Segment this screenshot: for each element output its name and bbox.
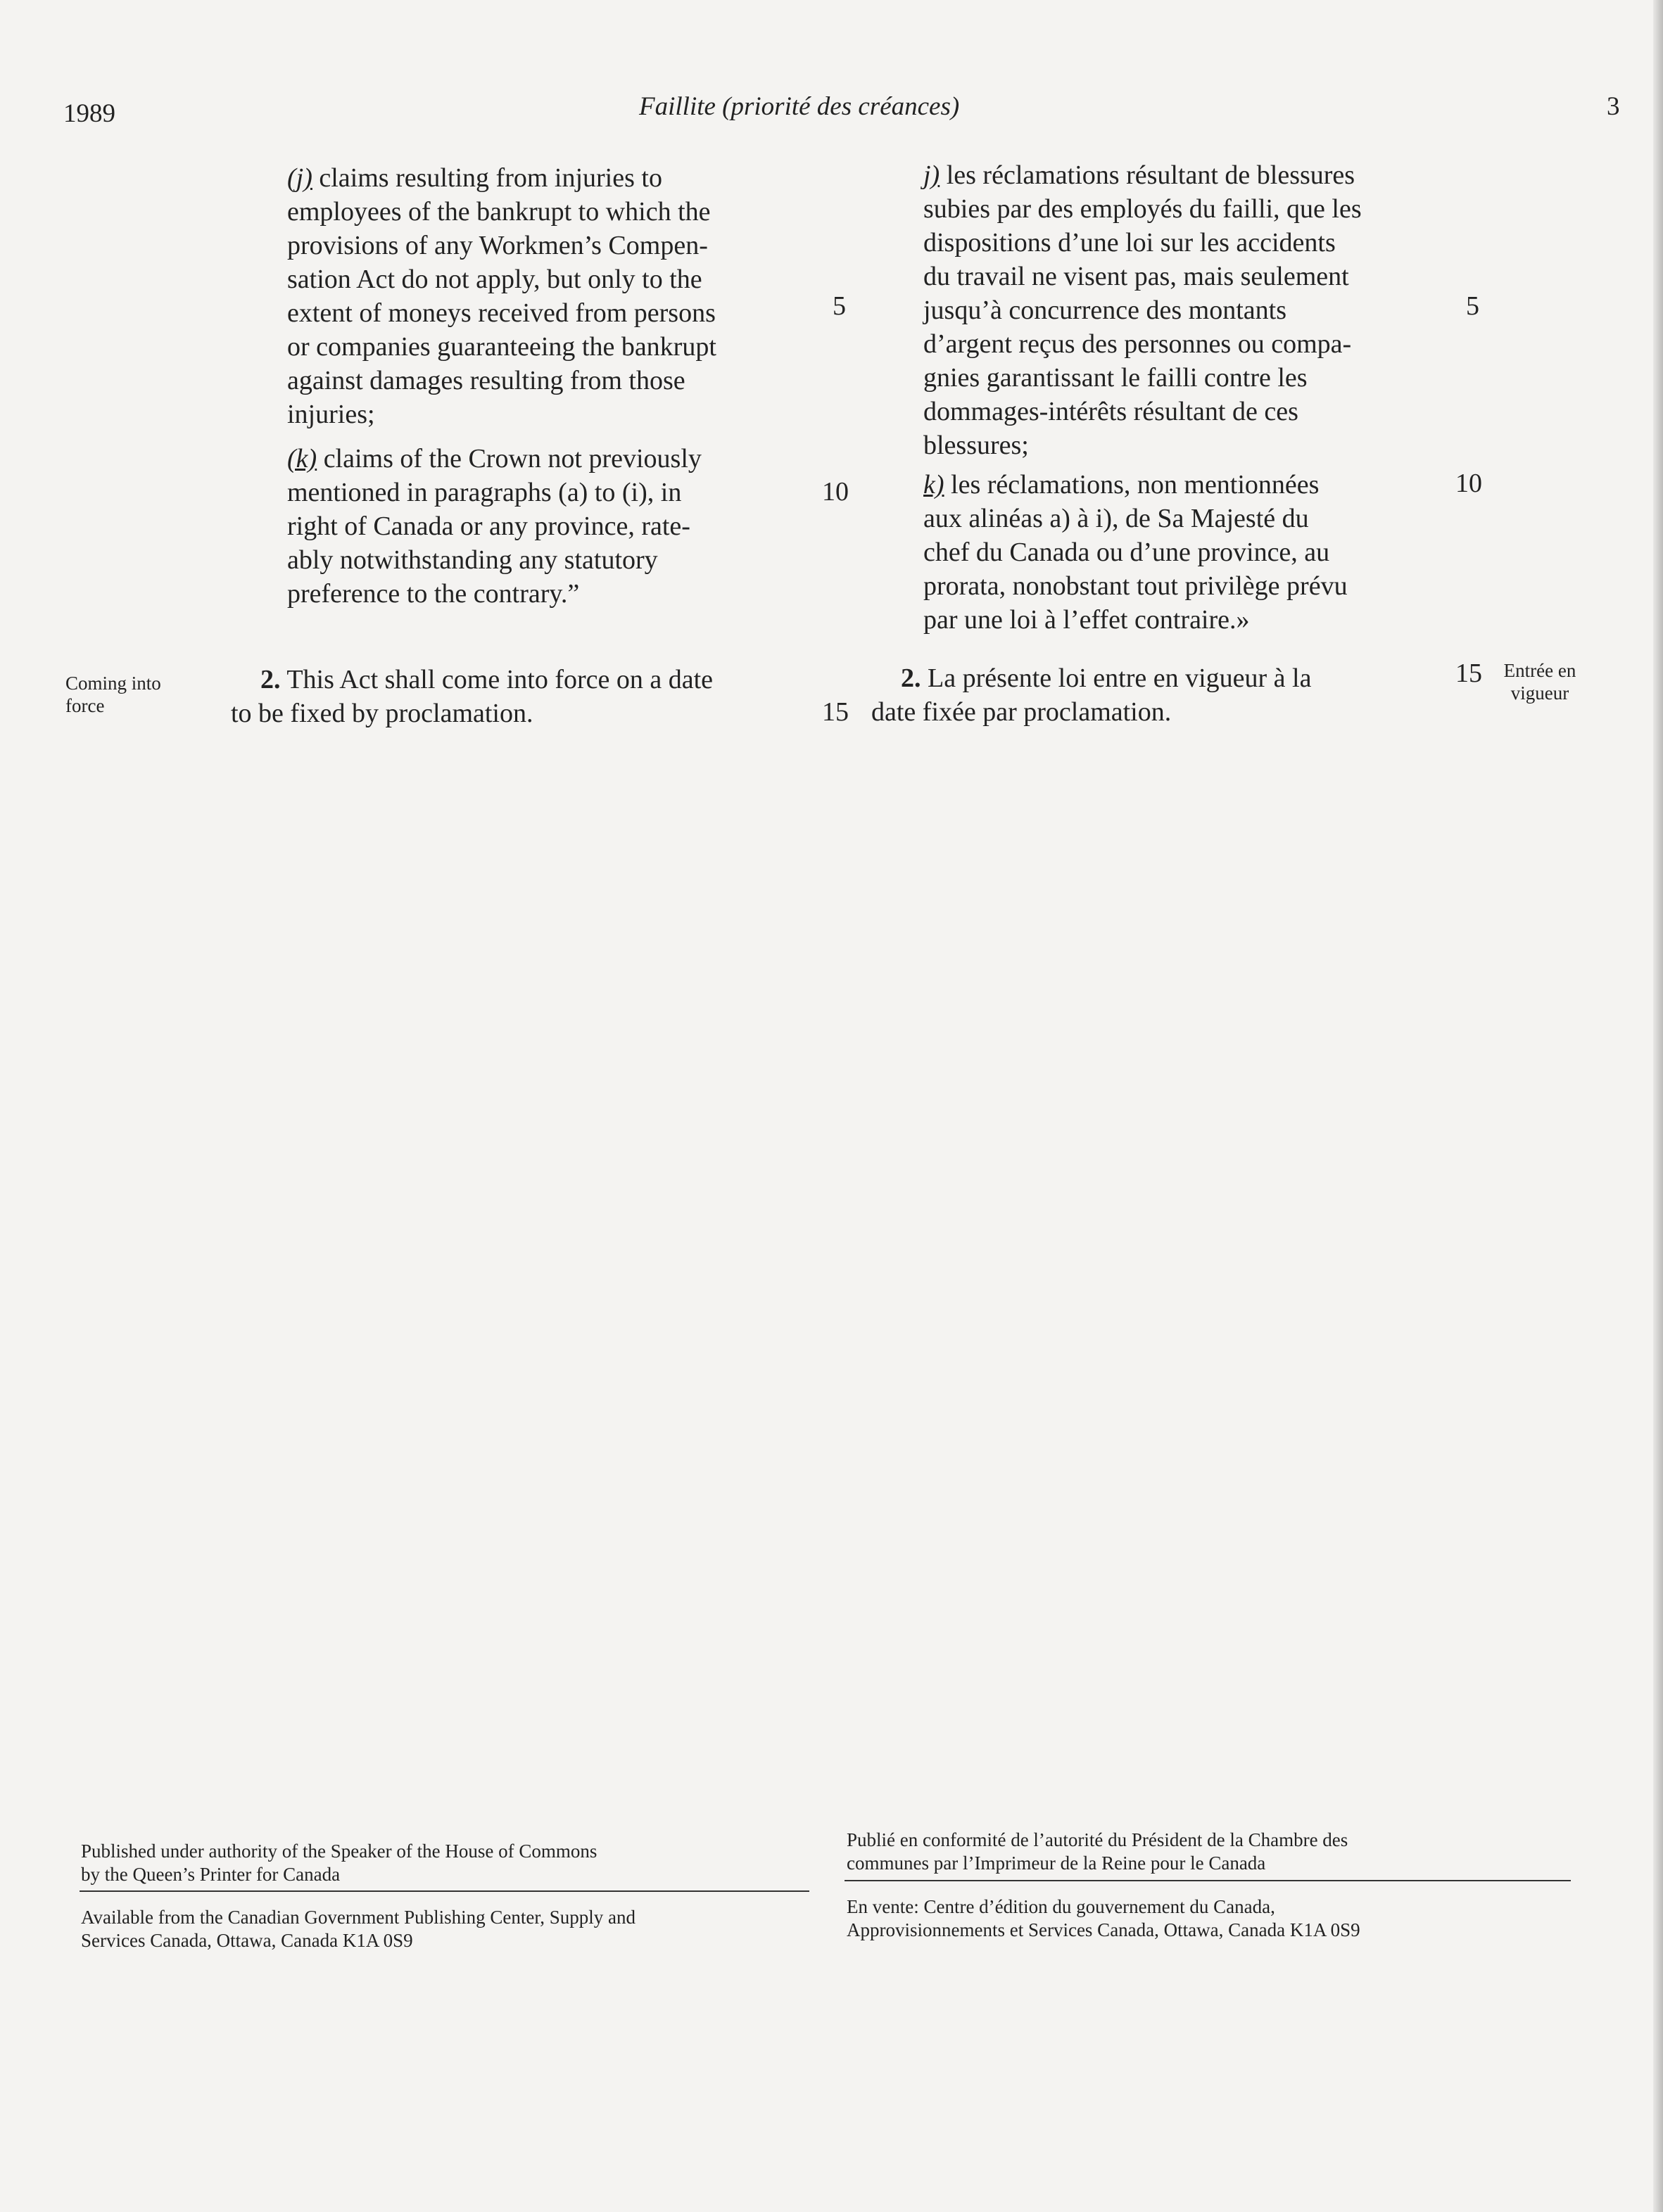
footer-en-availability: Available from the Canadian Government Publishing Center, Supply and Services Canada, Ottawa, Canada K1A 0S9 [81, 1907, 636, 1951]
en-margin-note: Coming into force [65, 673, 161, 716]
line-number-15-fr: 15 [1455, 659, 1482, 688]
en-paragraph-j [287, 161, 716, 431]
fr-para-j-line: dispositions d’une loi sur les accidents [923, 228, 1336, 258]
fr-para-k-line: chef du Canada ou d’une province, au [923, 538, 1330, 567]
en-para-j-line: sation Act do not apply, but only to the [287, 265, 702, 294]
fr-para-j-label: j) [923, 160, 940, 190]
header-year: 1989 [63, 99, 115, 128]
en-section-2-line: to be fixed by proclamation. [231, 699, 533, 728]
fr-para-j-line: d’argent reçus des personnes ou compa- [923, 329, 1352, 359]
fr-para-j-line: jusqu’à concurrence des montants [923, 295, 1286, 325]
line-number-10-en: 10 [822, 477, 849, 507]
en-para-j-line: provisions of any Workmen’s Compen- [287, 231, 708, 260]
fr-para-j-line: subies par des employés du failli, que les [923, 194, 1362, 224]
en-paragraph-k [287, 442, 702, 611]
header-title: Faillite (priorité des créances) [639, 92, 960, 121]
line-number-10-fr: 10 [1455, 469, 1482, 498]
fr-section-2: 2. La présente loi entre en vigueur à la date fixée par proclamation. [871, 661, 1311, 729]
footer-fr-availability: En vente: Centre d’édition du gouvernement du Canada, Approvisionnements et Services Canada, Ottawa, Canada K1A 0S9 [847, 1896, 1360, 1940]
fr-section-2-number: 2. [901, 663, 921, 693]
en-para-k-line: preference to the contrary.” [287, 579, 580, 609]
en-para-j-line: against damages resulting from those [287, 366, 685, 395]
fr-margin-note: Entrée en vigueur [1503, 660, 1576, 704]
en-para-k-line: ably notwithstanding any statutory [287, 545, 658, 575]
line-number-5-fr: 5 [1466, 291, 1479, 321]
footer-en-publication: Published under authority of the Speaker of the House of Commons by the Queen’s Printer for Canada [81, 1841, 597, 1885]
footer-en-divider [80, 1890, 809, 1892]
en-para-k-line: right of Canada or any province, rate- [287, 511, 690, 541]
en-para-j-line: employees of the bankrupt to which the [287, 197, 711, 227]
fr-paragraph-j: j) les réclamations résultant de blessures subies par des employés du failli, que les dispositions d’une loi sur les accidents du travail ne visent pas, mais seulement jusqu’à concurrence des montants d’argent reçus des personnes ou compa- gnies garantissant le failli contre les dommages-intérêts résultant de ces blessures; [923, 158, 1362, 462]
page-number: 3 [1607, 92, 1620, 121]
fr-para-j-line: blessures; [923, 431, 1029, 460]
footer-fr-divider [845, 1880, 1571, 1881]
en-para-j-line: injuries; [287, 400, 375, 429]
en-section-2-number: 2. [260, 665, 281, 694]
en-para-j-line: extent of moneys received from persons [287, 298, 716, 328]
en-para-k-line: claims of the Crown not previously [323, 444, 702, 473]
en-para-k-label: (k) [287, 444, 317, 473]
fr-para-k-line: aux alinéas a) à i), de Sa Majesté du [923, 504, 1309, 533]
fr-para-k-label: k) [923, 470, 944, 500]
fr-para-k-line: par une loi à l’effet contraire.» [923, 605, 1250, 635]
fr-paragraph-k: k) les réclamations, non mentionnées aux alinéas a) à i), de Sa Majesté du chef du Canada ou d’une province, au prorata, nonobstant tout privilège prévu par une loi à l’effet contraire.» [923, 468, 1348, 637]
fr-section-2-line: date fixée par proclamation. [871, 697, 1172, 727]
en-para-j-line: claims resulting from injuries to [319, 163, 662, 193]
en-para-j-label: (j) [287, 163, 312, 193]
en-para-j-line: or companies guaranteeing the bankrupt [287, 332, 716, 362]
page-edge-shadow [1653, 0, 1663, 2212]
footer-fr-publication: Publié en conformité de l’autorité du Président de la Chambre des communes par l’Imprimeur de la Reine pour le Canada [847, 1829, 1348, 1874]
fr-para-j-line: gnies garantissant le failli contre les [923, 363, 1308, 393]
en-section-2: 2. This Act shall come into force on a date to be fixed by proclamation. [231, 663, 713, 730]
line-number-15-en: 15 [822, 697, 849, 727]
fr-para-k-line: prorata, nonobstant tout privilège prévu [923, 571, 1348, 601]
en-para-k-line: mentioned in paragraphs (a) to (i), in [287, 478, 682, 507]
line-number-5-en: 5 [833, 291, 846, 321]
fr-para-j-line: du travail ne visent pas, mais seulement [923, 262, 1349, 291]
fr-para-j-line: dommages-intérêts résultant de ces [923, 397, 1298, 426]
